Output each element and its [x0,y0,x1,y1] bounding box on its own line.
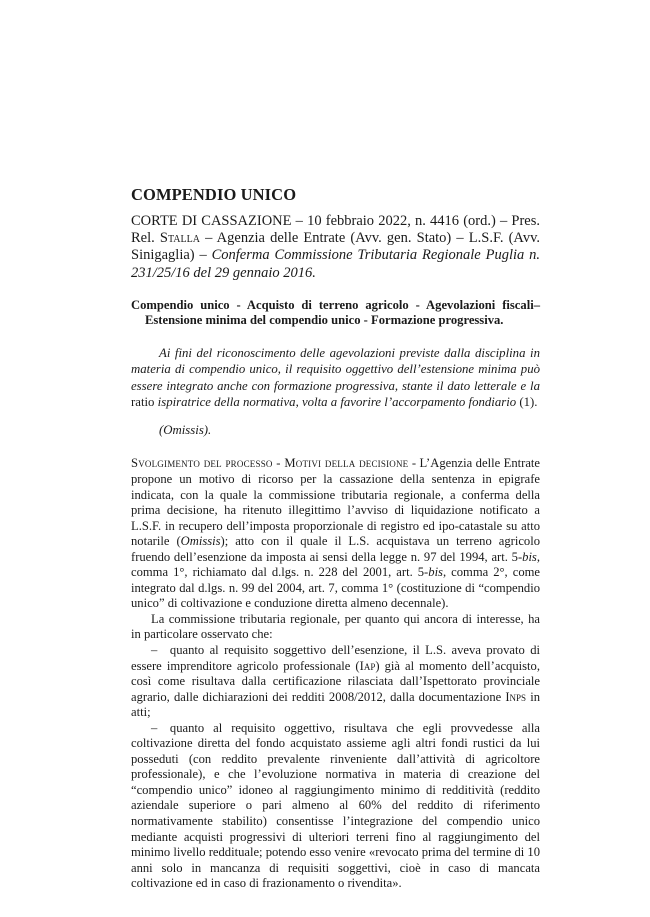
maxim-part2: ispiratrice della normativa, volta a favorire l’accorpamento fondiario [157,395,517,410]
footnote-ref: (1). [516,395,538,410]
maxim [131,345,540,411]
body-heading: Svolgimento del processo - Motivi della decisione [131,456,409,471]
section-title: COMPENDIO UNICO [131,185,297,204]
parties: – Agenzia delle Entrate (Avv. gen. Stato) – L.S.F. (Avv. Sinigaglia) [131,230,541,264]
rel-name: Stalla [159,230,200,247]
omissis: (Omissis). [159,423,212,438]
maxim-part1: Ai fini del riconoscimento delle agevolazioni previste dalla disciplina in materia di compendio unico, il requisito oggettivo dell’estensione minima può essere integrato anche con formazione progressiva, stante il dato letterale e la [131,345,540,393]
list-item: – quanto al requisito soggettivo dell’esenzione, il L.S. aveva provato di essere imprenditore agricolo professionale (Iap) già al momento dell’acquisto, così come risultava dalla certificazione rilasciata dall’Ispettorato provinciale agrario, dalle dichiarazioni dei redditi 2008/2012, dalla documentazione Inps in atti; [131,643,540,720]
court-line: CORTE DI CASSAZIONE – 10 febbraio 2022, n. 4416 (ord.) – Pres. Rel. [131,213,540,247]
list-item: – quanto al requisito oggettivo, risultava che egli provvedesse alla coltivazione diretta del fondo acquistato assieme agli altri fondi rustici da lui posseduti (con reddito prevalente rinveniente dall’attività di agricoltore professionale), e che l’evoluzione normativa in materia di creazione del “compendio unico” idoneo al raggiungimento minimo di redditività (reddito aziendale superiore o pari almeno al 60% del reddito di riferimento normativamente stabilito) consentisse l’integrazione del compendio unico mediante acquisti progressivi di ulteriori terreni fino al raggiungimento del minimo livello reddituale; potendo esso venire «revocato prima del termine di 10 anni solo in mancanza di requisiti soggettivi, cioè in caso di mancata coltivazione ed in caso di frazionamento o rivendita». [131,720,540,891]
case-citation [131,213,540,282]
case-summary: Compendio unico - Acquisto di terreno agricolo - Agevolazioni fiscali– Estensione minima del compendio unico - Formazione progressiva. [131,297,540,328]
body-paragraph-1: Svolgimento del processo - Motivi della decisione - L’Agenzia delle Entrate propone un motivo di ricorso per la cassazione della sentenza in epigrafe indicata, con la quale la commissione tributaria regionale, a conferma della prima decisione, ha ritenuto illegittimo l’avviso di liquidazione notificato a L.S.F. in recupero dell’imposta proporzionale di registro ed ipo-catastale su atto notarile (Omissis); atto con il quale il L.S. acquistava un terreno agricolo fruendo dell’esenzione da imposta ai sensi della legge n. 97 del 1994, art. 5-bis, comma 1°, richiamato dal d.lgs. n. 228 del 2001, art. 5-bis, comma 2°, come integrato dal d.lgs. n. 99 del 2004, art. 7, comma 1° (costituzione di “compendio unico” di coltivazione e conduzione diretta almeno decennale). [131,456,540,611]
maxim-ratio: ratio [131,395,158,410]
body-paragraph-2: La commissione tributaria regionale, per quanto qui ancora di interesse, ha in particolare osservato che: [131,611,540,642]
document-page [131,185,540,892]
confirmed-decision: – Conferma Commissione Tributaria Regionale Puglia n. 231/25/16 del 29 gennaio 2016. [131,247,540,281]
